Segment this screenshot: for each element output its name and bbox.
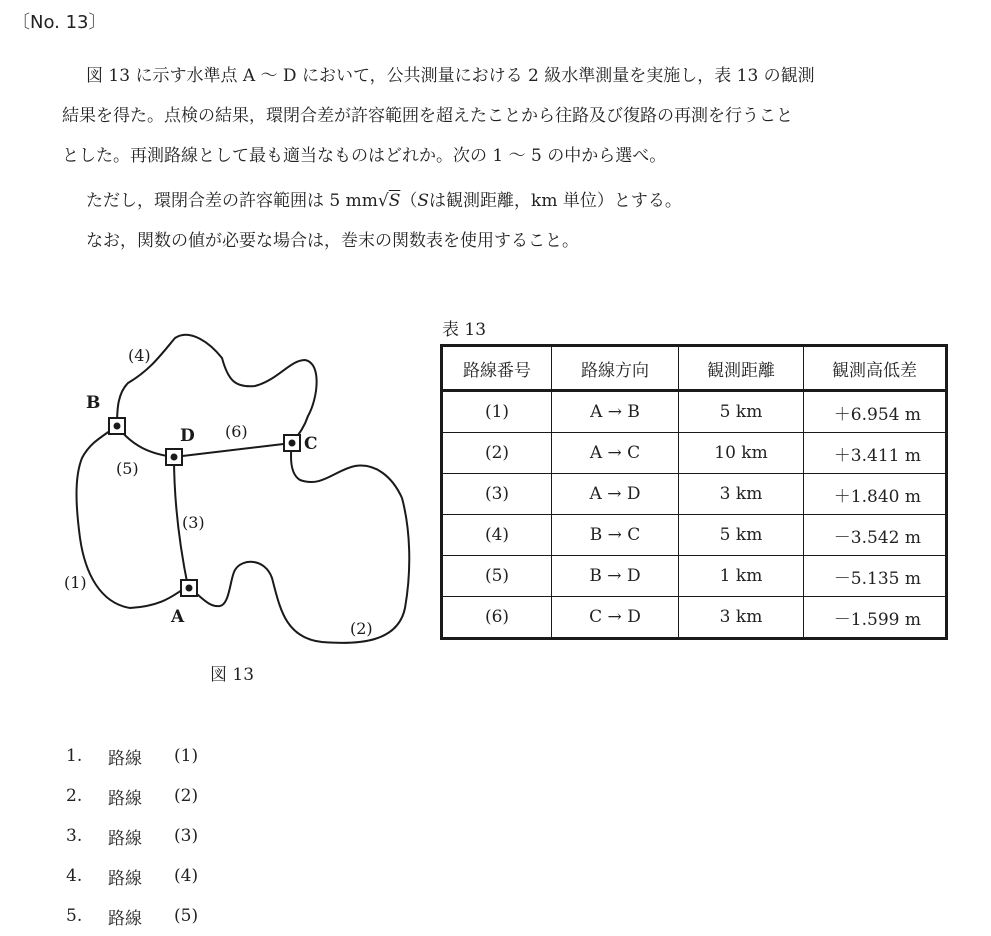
- choice-1[interactable]: [66, 736, 198, 776]
- cell-route-number: (5): [442, 556, 552, 597]
- cell-distance: 5 km: [679, 391, 804, 433]
- cell-distance: 10 km: [679, 433, 804, 474]
- benchmark-marker-b: [109, 418, 125, 434]
- tolerance-variable: S: [388, 191, 401, 211]
- problem-line-1: 図 13 に示す水準点 A ～ D において，公共測量における 2 級水準測量を実施し，表 13 の観測: [86, 66, 815, 86]
- tolerance-condition: [86, 181, 966, 221]
- table-row: [442, 433, 947, 474]
- problem-line-3: とした。再測路線として最も適当なものはどれか。次の 1 ～ 5 の中から選べ。: [62, 146, 667, 166]
- cell-distance: 3 km: [679, 597, 804, 639]
- answer-choices: [66, 736, 198, 936]
- point-label-c: C: [304, 434, 318, 454]
- tolerance-prefix: ただし，環閉合差の許容範囲は 5 mm√: [86, 191, 389, 211]
- choice-value: (3): [174, 826, 199, 846]
- route-label-1: (1): [64, 573, 87, 592]
- choice-value: (5): [174, 906, 199, 926]
- cell-route-direction: B → D: [552, 556, 679, 597]
- cell-height-difference: －3.542 m: [804, 515, 947, 556]
- question-number: 〔No. 13〕: [12, 12, 107, 33]
- choice-label: 路線: [108, 788, 142, 809]
- observation-table: [440, 344, 948, 640]
- choice-number: 5.: [66, 906, 83, 926]
- benchmark-marker-a: [181, 580, 197, 596]
- cell-route-direction: B → C: [552, 515, 679, 556]
- problem-line-2: 結果を得た。点検の結果，環閉合差が許容範囲を超えたことから往路及び復路の再測を行うこと: [62, 106, 793, 126]
- cell-height-difference: －5.135 m: [804, 556, 947, 597]
- cell-route-direction: A → C: [552, 433, 679, 474]
- tolerance-paren: （: [400, 191, 418, 211]
- route-label-2: (2): [350, 619, 373, 638]
- table-row: [442, 556, 947, 597]
- header-distance: 観測距離: [679, 346, 804, 391]
- cell-distance: 5 km: [679, 515, 804, 556]
- cell-height-difference: ＋6.954 m: [804, 391, 947, 433]
- route-label-6: (6): [225, 422, 248, 441]
- choice-label: 路線: [108, 908, 142, 929]
- choice-4[interactable]: [66, 856, 198, 896]
- table-row: [442, 597, 947, 639]
- cell-height-difference: ＋1.840 m: [804, 474, 947, 515]
- header-route-number: 路線番号: [442, 346, 552, 391]
- choice-2[interactable]: [66, 776, 198, 816]
- cell-route-number: (4): [442, 515, 552, 556]
- choice-number: 2.: [66, 786, 83, 806]
- header-route-direction: 路線方向: [552, 346, 679, 391]
- route-label-5: (5): [116, 459, 139, 478]
- tolerance-suffix: は観測距離，km 単位）とする。: [429, 191, 682, 211]
- table-row: [442, 391, 947, 433]
- table-row: [442, 515, 947, 556]
- benchmark-marker-d: [166, 449, 182, 465]
- cell-route-direction: A → B: [552, 391, 679, 433]
- choice-value: (1): [174, 746, 199, 766]
- cell-route-direction: A → D: [552, 474, 679, 515]
- figure-caption: 図 13: [210, 665, 255, 685]
- leveling-network-diagram: [60, 308, 420, 648]
- point-label-d: D: [180, 426, 195, 446]
- route-2-line: [188, 443, 409, 643]
- cell-route-number: (2): [442, 433, 552, 474]
- cell-distance: 1 km: [679, 556, 804, 597]
- benchmark-marker-c: [284, 435, 300, 451]
- choice-5[interactable]: [66, 896, 198, 936]
- tolerance-variable-2: S: [417, 191, 430, 211]
- route-label-4: (4): [128, 346, 151, 365]
- header-height-difference: 観測高低差: [804, 346, 947, 391]
- route-label-3: (3): [182, 513, 205, 532]
- table-row: [442, 474, 947, 515]
- cell-height-difference: ＋3.411 m: [804, 433, 947, 474]
- cell-route-number: (3): [442, 474, 552, 515]
- choice-number: 1.: [66, 746, 83, 766]
- table-header-row: [442, 346, 947, 391]
- problem-statement: [62, 56, 967, 176]
- point-label-b: B: [86, 393, 101, 413]
- cell-distance: 3 km: [679, 474, 804, 515]
- choice-label: 路線: [108, 748, 142, 769]
- choice-value: (4): [174, 866, 199, 886]
- function-table-note: なお，関数の値が必要な場合は，巻末の関数表を使用すること。: [86, 231, 579, 251]
- choice-number: 3.: [66, 826, 83, 846]
- point-label-a: A: [171, 607, 185, 627]
- table-caption: 表 13: [442, 320, 487, 340]
- cell-route-number: (6): [442, 597, 552, 639]
- choice-label: 路線: [108, 828, 142, 849]
- choice-value: (2): [174, 786, 199, 806]
- cell-height-difference: －1.599 m: [804, 597, 947, 639]
- choice-number: 4.: [66, 866, 83, 886]
- choice-3[interactable]: [66, 816, 198, 856]
- cell-route-direction: C → D: [552, 597, 679, 639]
- choice-label: 路線: [108, 868, 142, 889]
- cell-route-number: (1): [442, 391, 552, 433]
